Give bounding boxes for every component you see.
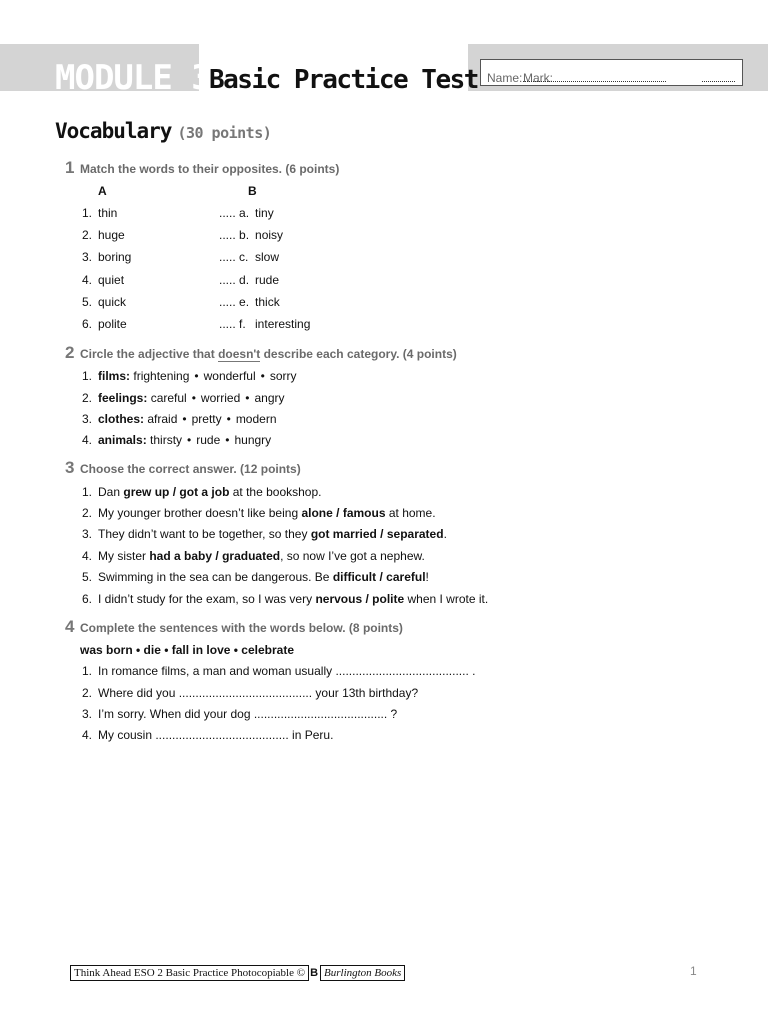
name-line <box>523 81 666 82</box>
category-item: 3. clothes: afraid • pretty • modern <box>82 412 277 426</box>
name-mark-box <box>480 59 743 86</box>
publisher-logo-icon: B <box>310 967 319 979</box>
match-item: 6. polite <box>82 317 127 331</box>
gap-sentence: 3. I’m sorry. When did your dog ........................................ ? <box>82 707 398 721</box>
match-item: 1. thin <box>82 206 118 220</box>
choice-sentence: 3. They didn’t want to be together, so they got married / separated. <box>82 527 447 541</box>
match-item: 4. quiet <box>82 273 125 287</box>
footer-copyright: Think Ahead ESO 2 Basic Practice Photocopiable © <box>70 965 309 981</box>
footer-publisher: Burlington Books <box>320 965 405 981</box>
category-item: 1. films: frightening • wonderful • sorry <box>82 369 297 383</box>
module-label: MODULE 3 <box>55 58 211 98</box>
match-item: 5. quick <box>82 295 127 309</box>
mark-line <box>702 81 735 82</box>
page-number: 1 <box>690 964 697 978</box>
column-b-heading: B <box>248 184 257 198</box>
gap-sentence: 2. Where did you ........................................ your 13th birthday? <box>82 686 419 700</box>
page-title: Basic Practice Test <box>209 65 478 95</box>
match-item: 3. boring <box>82 250 132 264</box>
mark-label: Mark: <box>523 71 553 85</box>
choice-sentence: 6. I didn’t study for the exam, so I was very nervous / polite when I wrote it. <box>82 592 489 606</box>
match-answer: ..... c. slow <box>219 250 280 264</box>
exercise-number-1: 1 <box>65 158 75 177</box>
category-item: 4. animals: thirsty • rude • hungry <box>82 433 272 447</box>
choice-sentence: 1. Dan grew up / got a job at the bookshop. <box>82 485 322 499</box>
gap-sentence: 1. In romance films, a man and woman usually ........................................ . <box>82 664 476 678</box>
column-a-heading: A <box>98 184 107 198</box>
choice-sentence: 2. My younger brother doesn’t like being alone / famous at home. <box>82 506 436 520</box>
name-label: Name: <box>487 71 523 85</box>
exercise-title-2: Circle the adjective that doesn't describe each category. (4 points) <box>80 347 457 361</box>
gap-sentence: 4. My cousin ........................................ in Peru. <box>82 728 334 742</box>
match-item: 2. huge <box>82 228 125 242</box>
category-item: 2. feelings: careful • worried • angry <box>82 391 285 405</box>
exercise-number-3: 3 <box>65 458 75 477</box>
footer <box>70 965 405 979</box>
section-points: (30 points) <box>177 124 272 142</box>
exercise-title-3: Choose the correct answer. (12 points) <box>80 462 301 476</box>
match-answer: ..... f. interesting <box>219 317 311 331</box>
match-answer: ..... e. thick <box>219 295 280 309</box>
section-title-text: Vocabulary <box>55 119 172 143</box>
match-answer: ..... a. tiny <box>219 206 274 220</box>
exercise-title-4: Complete the sentences with the words below. (8 points) <box>80 621 403 635</box>
exercise-title-1: Match the words to their opposites. (6 points) <box>80 162 340 176</box>
choice-sentence: 5. Swimming in the sea can be dangerous. Be difficult / careful! <box>82 570 429 584</box>
exercise-number-4: 4 <box>65 617 75 636</box>
choice-sentence: 4. My sister had a baby / graduated, so now I’ve got a nephew. <box>82 549 425 563</box>
match-answer: ..... b. noisy <box>219 228 284 242</box>
section-title <box>55 119 271 143</box>
exercise-number-2: 2 <box>65 343 75 362</box>
match-answer: ..... d. rude <box>219 273 280 287</box>
word-bank: was born • die • fall in love • celebrate <box>80 643 295 657</box>
